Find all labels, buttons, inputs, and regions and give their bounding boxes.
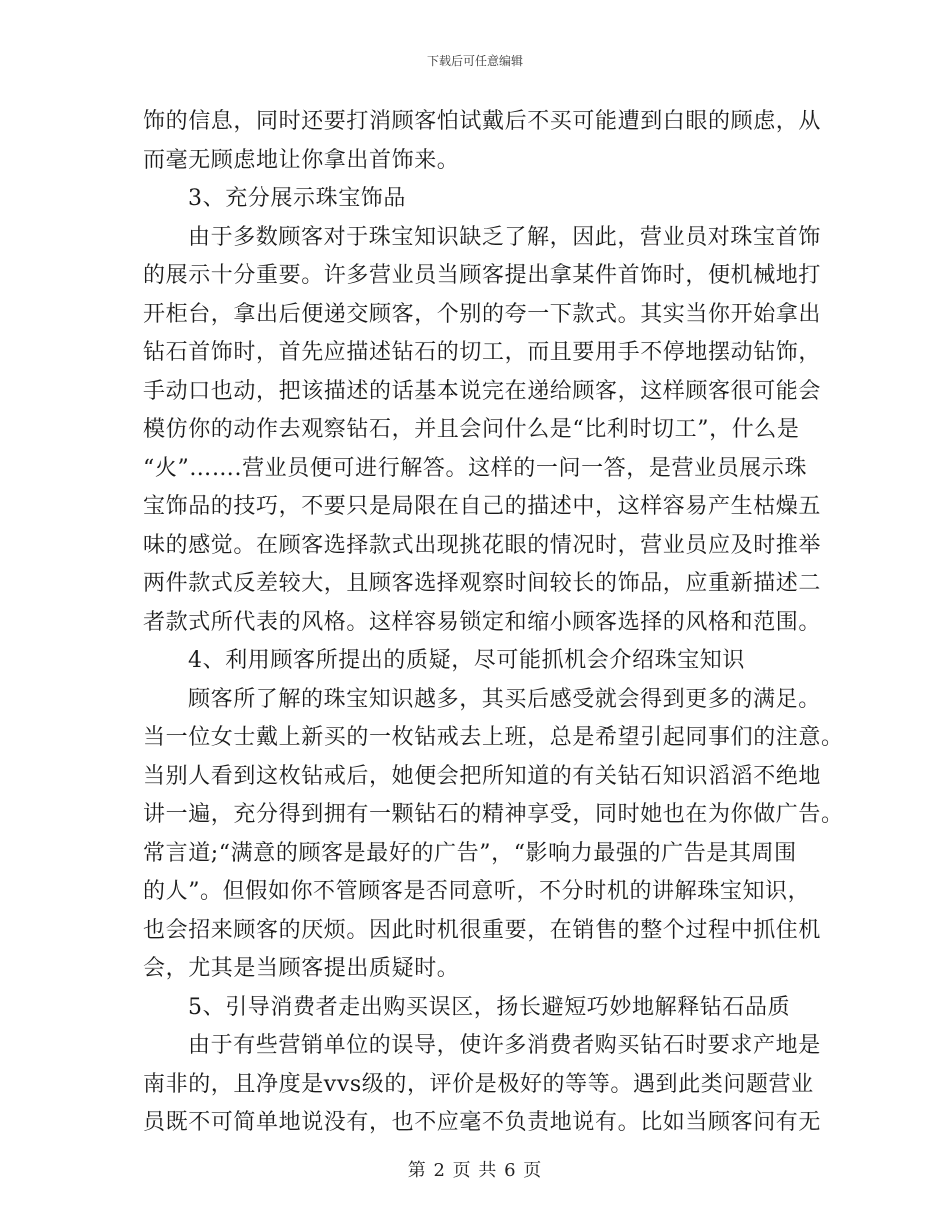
text-line: 模仿你的动作去观察钻石，并且会问什么是“比利时切工”，什么是	[143, 417, 800, 442]
text-line: 的人”。但假如你不管顾客是否同意听，不分时机的讲解珠宝知识，	[143, 879, 811, 904]
text-line: 会，尤其是当顾客提出质疑时。	[143, 956, 460, 981]
text-line: 4、利用顾客所提出的质疑，尽可能抓机会介绍珠宝知识	[188, 648, 745, 673]
text-line: 由于多数顾客对于珠宝知识缺乏了解，因此，营业员对珠宝首饰	[188, 224, 821, 250]
text-line: “火”…….营业员便可进行解答。这样的一问一答，是营业员展示珠	[143, 455, 808, 481]
text-line: 者款式所代表的风格。这样容易锁定和缩小顾客选择的风格和范围。	[143, 609, 822, 635]
text-line: 员既不可简单地说没有，也不应毫不负责地说有。比如当顾客问有无	[143, 1110, 822, 1135]
text-line: 宝饰品的技巧，不要只是局限在自己的描述中，这样容易产生枯燥五	[143, 494, 822, 519]
text-line: 讲一遍，充分得到拥有一颗钻石的精神享受，同时她也在为你做广告。	[143, 802, 844, 827]
text-line: 钻石首饰时，首先应描述钻石的切工，而且要用手不停地摆动钻饰，	[143, 340, 822, 365]
text-line: 南非的，且净度是vvs级的，评价是极好的等等。遇到此类问题营业	[143, 1071, 814, 1097]
text-line: 5、引导消费者走出购买误区，扬长避短巧妙地解释钻石品质	[188, 994, 791, 1020]
page-footer: 第 2 页 共 6 页	[407, 1160, 543, 1181]
text-line: 常言道;“满意的顾客是最好的广告”，“影响力最强的广告是其周围	[143, 840, 797, 866]
document-body	[143, 103, 844, 1143]
page-header: 下载后可任意编辑	[426, 54, 523, 68]
text-line: 味的感觉。在顾客选择款式出现挑花眼的情况时，营业员应及时推举	[143, 532, 822, 558]
text-line: 而毫无顾虑地让你拿出首饰来。	[143, 147, 460, 173]
text-line: 开柜台，拿出后便递交顾客，个别的夸一下款式。其实当你开始拿出	[143, 301, 822, 327]
text-line: 当别人看到这枚钻戒后，她便会把所知道的有关钻石知识滔滔不绝地	[143, 763, 822, 789]
text-line: 两件款式反差较大，且顾客选择观察时间较长的饰品，应重新描述二	[143, 571, 822, 596]
text-line: 由于有些营销单位的误导，使许多消费者购买钻石时要求产地是	[188, 1033, 821, 1058]
text-line: 顾客所了解的珠宝知识越多，其买后感受就会得到更多的满足。	[188, 686, 821, 712]
text-line: 的展示十分重要。许多营业员当顾客提出拿某件首饰时，便机械地打	[143, 263, 822, 288]
text-line: 手动口也动，把该描述的话基本说完在递给顾客，这样顾客很可能会	[143, 378, 822, 404]
text-line: 3、充分展示珠宝饰品	[188, 186, 406, 211]
text-line: 饰的信息，同时还要打消顾客怕试戴后不买可能遭到白眼的顾虑，从	[143, 109, 822, 134]
text-line: 也会招来顾客的厌烦。因此时机很重要，在销售的整个过程中抓住机	[143, 917, 822, 943]
text-line: 当一位女士戴上新买的一枚钻戒去上班，总是希望引起同事们的注意。	[143, 725, 844, 750]
